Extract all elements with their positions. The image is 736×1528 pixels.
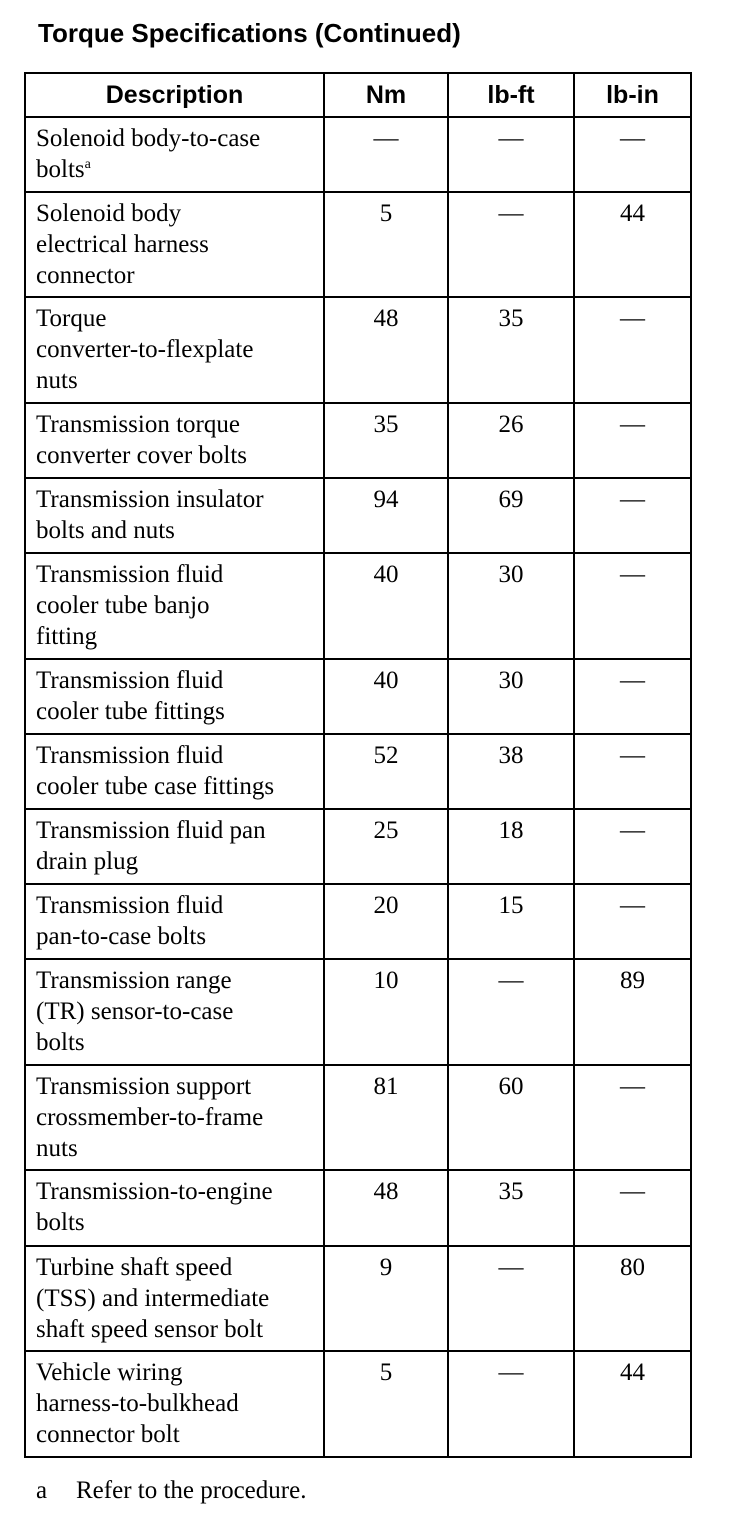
description-line: Transmission support [36, 1073, 252, 1100]
description-line: Transmission fluid [36, 892, 224, 919]
description-line: Torque [36, 305, 107, 332]
description-line: crossmember-to-frame [36, 1104, 264, 1131]
description-cell [25, 478, 324, 553]
lb-in-cell: — [574, 809, 691, 884]
description-line: shaft speed sensor bolt [36, 1316, 264, 1343]
table-row [25, 809, 691, 884]
table-row [25, 734, 691, 809]
nm-cell: 25 [324, 809, 448, 884]
description-cell [25, 1351, 324, 1457]
nm-cell: 5 [324, 192, 448, 297]
table-row [25, 553, 691, 659]
lb-ft-cell: 15 [448, 884, 574, 959]
description-line: cooler tube fittings [36, 698, 225, 725]
torque-spec-table [24, 72, 692, 1458]
lb-in-cell: 44 [574, 192, 691, 297]
lb-ft-cell: 38 [448, 734, 574, 809]
description-line: Transmission insulator [36, 486, 264, 513]
lb-in-cell: — [574, 117, 691, 192]
description-cell [25, 959, 324, 1065]
table-row [25, 192, 691, 297]
description-cell [25, 884, 324, 959]
description-cell [25, 1246, 324, 1351]
description-line: bolts and nuts [36, 517, 175, 544]
lb-in-cell: 80 [574, 1246, 691, 1351]
description-line: electrical harness [36, 231, 209, 258]
lb-ft-cell: — [448, 192, 574, 297]
description-cell [25, 117, 324, 192]
description-line: connector bolt [36, 1421, 180, 1448]
lb-in-cell: — [574, 884, 691, 959]
lb-ft-cell: 35 [448, 1170, 574, 1246]
footnote-letter: a [36, 1477, 48, 1504]
nm-cell: 40 [324, 553, 448, 659]
lb-in-cell: — [574, 553, 691, 659]
nm-cell: 81 [324, 1065, 448, 1170]
description-cell [25, 734, 324, 809]
table-row [25, 117, 691, 192]
description-line: Transmission fluid [36, 742, 224, 769]
lb-ft-cell: 30 [448, 659, 574, 734]
description-cell [25, 403, 324, 478]
description-line: drain plug [36, 848, 139, 875]
table-row [25, 297, 691, 403]
header-lb-ft: lb-ft [448, 73, 574, 117]
description-line: cooler tube case fittings [36, 773, 275, 800]
lb-in-cell: 44 [574, 1351, 691, 1457]
description-line: fitting [36, 623, 98, 650]
table-row [25, 1065, 691, 1170]
lb-ft-cell: 69 [448, 478, 574, 553]
lb-in-cell: — [574, 659, 691, 734]
lb-in-cell: — [574, 1065, 691, 1170]
table-header-row [25, 73, 691, 117]
lb-in-cell: 89 [574, 959, 691, 1065]
nm-cell: 10 [324, 959, 448, 1065]
description-cell [25, 1065, 324, 1170]
nm-cell: 52 [324, 734, 448, 809]
description-line: (TSS) and intermediate [36, 1285, 270, 1312]
header-lb-in: lb-in [574, 73, 691, 117]
table-row [25, 884, 691, 959]
description-line: bolts [36, 1029, 85, 1056]
description-line: nuts [36, 1135, 78, 1162]
description-line: Vehicle wiring [36, 1359, 183, 1386]
table-row [25, 659, 691, 734]
description-cell [25, 1170, 324, 1246]
description-line: Transmission fluid [36, 561, 224, 588]
description-line: Transmission fluid [36, 667, 224, 694]
description-line: connector [36, 262, 135, 289]
description-cell [25, 659, 324, 734]
table-row [25, 478, 691, 553]
footnote [36, 1475, 306, 1507]
description-line: (TR) sensor-to-case [36, 998, 234, 1025]
header-nm: Nm [324, 73, 448, 117]
lb-in-cell: — [574, 478, 691, 553]
description-cell [25, 192, 324, 297]
lb-in-cell: — [574, 1170, 691, 1246]
nm-cell: 9 [324, 1246, 448, 1351]
description-line: Transmission range [36, 967, 232, 994]
lb-ft-cell: 18 [448, 809, 574, 884]
description-line: harness-to-bulkhead [36, 1390, 239, 1417]
lb-ft-cell: — [448, 1246, 574, 1351]
nm-cell: 40 [324, 659, 448, 734]
description-cell [25, 297, 324, 403]
description-line: Turbine shaft speed [36, 1254, 233, 1281]
description-cell [25, 553, 324, 659]
lb-ft-cell: 35 [448, 297, 574, 403]
lb-ft-cell: 30 [448, 553, 574, 659]
table-body [25, 117, 691, 1457]
table-row [25, 403, 691, 478]
nm-cell: 5 [324, 1351, 448, 1457]
description-line: Transmission torque [36, 411, 240, 438]
table-row [25, 1246, 691, 1351]
description-line: converter-to-flexplate [36, 336, 254, 363]
lb-ft-cell: — [448, 117, 574, 192]
description-line: cooler tube banjo [36, 592, 210, 619]
nm-cell: — [324, 117, 448, 192]
table-row [25, 1170, 691, 1246]
page-title: Torque Specifications (Continued) [38, 18, 461, 48]
header-description: Description [25, 73, 324, 117]
description-line: Solenoid body [36, 200, 182, 227]
nm-cell: 20 [324, 884, 448, 959]
description-line: Transmission fluid pan [36, 817, 266, 844]
lb-ft-cell: — [448, 959, 574, 1065]
nm-cell: 48 [324, 297, 448, 403]
nm-cell: 35 [324, 403, 448, 478]
lb-in-cell: — [574, 734, 691, 809]
table-row [25, 1351, 691, 1457]
footnote-text: Refer to the procedure. [76, 1477, 307, 1504]
description-line: Transmission-to-engine [36, 1178, 273, 1205]
description-line: bolts [36, 156, 85, 183]
lb-ft-cell: 60 [448, 1065, 574, 1170]
table-row [25, 959, 691, 1065]
description-cell [25, 809, 324, 884]
description-line: pan-to-case bolts [36, 923, 207, 950]
footnote-marker: a [84, 157, 91, 172]
nm-cell: 48 [324, 1170, 448, 1246]
description-line: converter cover bolts [36, 442, 248, 469]
lb-in-cell: — [574, 403, 691, 478]
lb-in-cell: — [574, 297, 691, 403]
nm-cell: 94 [324, 478, 448, 553]
description-line: nuts [36, 367, 78, 394]
description-line: Solenoid body-to-case [36, 125, 261, 152]
lb-ft-cell: 26 [448, 403, 574, 478]
description-line: bolts [36, 1209, 85, 1236]
lb-ft-cell: — [448, 1351, 574, 1457]
